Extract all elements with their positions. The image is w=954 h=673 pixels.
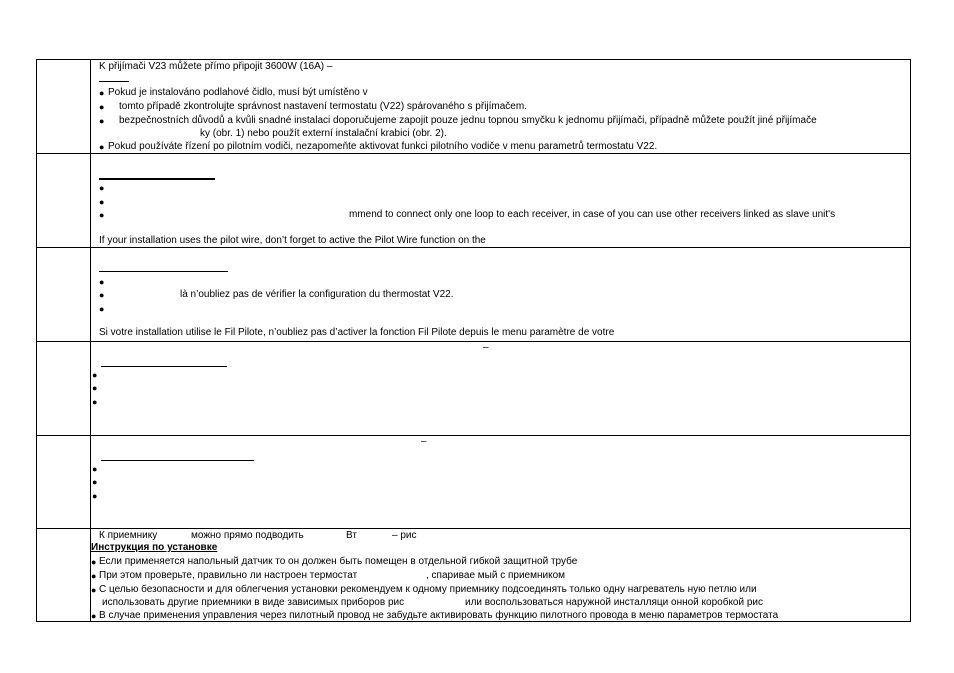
bullet-icon: ● <box>91 557 97 567</box>
bullet-icon: ● <box>91 611 97 621</box>
bullet-icon: ● <box>92 491 98 501</box>
bullet-icon: ● <box>99 142 105 152</box>
french-heading-underline <box>99 271 228 272</box>
russian-bullet-3c: или воспользоваться наружной инсталляци онной коробкой рис <box>465 597 763 608</box>
bullet-icon: ● <box>92 397 98 407</box>
bullet-icon: ● <box>92 370 98 380</box>
column-divider <box>90 248 91 341</box>
russian-bullet-4: В случае применения управления через пилотный провод не забудьте активировать функцию пилотного провода в меню параметров термостата <box>99 610 779 621</box>
bullet-icon: ● <box>92 383 98 393</box>
english-pilot-wire: If your installation uses the pilot wire, don’t forget to active the Pilot Wire function on the <box>99 235 486 246</box>
bullet-icon: ● <box>91 585 97 595</box>
russian-bullet-1: Если применяется напольный датчик то он должен быть помещен в отдельной гибкой защитной трубе <box>99 556 578 567</box>
english-bullet-3: mmend to connect only one loop to each receiver, in case of you can use other receivers linked as slave unit's <box>349 209 836 220</box>
row-english <box>36 153 911 247</box>
bullet-icon: ● <box>99 183 105 193</box>
row-5 <box>36 435 911 528</box>
column-divider <box>90 436 91 528</box>
bullet-icon: ● <box>99 102 105 112</box>
russian-bullet-3b: использовать другие приемники в виде зависимых приборов рис <box>102 597 405 608</box>
russian-line1a: К приемнику <box>99 530 158 541</box>
row5-dash: – <box>421 436 427 447</box>
russian-line1d: – рис <box>392 530 417 541</box>
bullet-icon: ● <box>92 477 98 487</box>
bullet-icon: ● <box>99 116 105 126</box>
french-pilot-wire: Si votre installation utilise le Fil Pilote, n’oubliez pas d’activer la fonction Fil Pilote depuis le menu paramètre de votre <box>99 327 615 338</box>
bullet-icon: ● <box>99 88 105 98</box>
bullet-icon: ● <box>99 290 105 300</box>
column-divider <box>90 342 91 435</box>
row4-underline <box>101 366 227 367</box>
bullet-icon: ● <box>99 304 105 314</box>
czech-bullet-4: Pokud používáte řízení po pilotním vodiči, nezapomeňte aktivovat funkci pilotního vodiče v menu parametrů termostatu V22. <box>108 141 658 152</box>
czech-underline <box>99 81 129 82</box>
row-french <box>36 247 911 341</box>
russian-line1b: можно прямо подводить <box>191 530 304 541</box>
bullet-icon: ● <box>99 210 105 220</box>
russian-line1c: Вт <box>346 530 357 541</box>
bullet-icon: ● <box>92 464 98 474</box>
row-4 <box>36 341 911 435</box>
row-czech <box>36 59 911 153</box>
russian-bullet-2a: При этом проверьте, правильно ли настроен термостат <box>99 570 358 581</box>
bullet-icon: ● <box>99 197 105 207</box>
russian-heading: Инструкция по установке <box>91 542 218 553</box>
row5-underline <box>101 460 254 461</box>
row-russian <box>36 528 911 622</box>
french-bullet-2: là n’oubliez pas de vérifier la configuration du thermostat V22. <box>180 289 454 300</box>
czech-bullet-3a: bezpečnostních důvodů a kvůli snadné instalaci doporučujeme zapojit pouze jednu topnou smyčku k jednomu přijímači, případně můžete použít jiné přijímače <box>119 115 817 126</box>
bullet-icon: ● <box>91 571 97 581</box>
bullet-icon: ● <box>99 277 105 287</box>
czech-bullet-3b: ky (obr. 1) nebo použít externí instalační krabici (obr. 2). <box>200 128 447 139</box>
russian-bullet-3a: С целью безопасности и для облегчения установки рекомендуем к одному приемнику подсоединять только одну нагреватель ную петлю или <box>99 584 757 595</box>
czech-bullet-1: Pokud je instalováno podlahové čidlo, musí být umístěno v <box>108 87 368 98</box>
czech-line1: K přijímači V23 můžete přímo připojit 3600W (16A) – <box>99 61 333 72</box>
english-heading-underline <box>99 178 215 180</box>
row4-dash: – <box>483 342 489 353</box>
russian-bullet-2b: , спаривае мый с приемником <box>426 570 566 581</box>
column-divider <box>90 60 91 153</box>
column-divider <box>90 154 91 247</box>
czech-bullet-2: tomto případě zkontrolujte správnost nastavení termostatu (V22) spárovaného s přijímačem. <box>119 101 527 112</box>
